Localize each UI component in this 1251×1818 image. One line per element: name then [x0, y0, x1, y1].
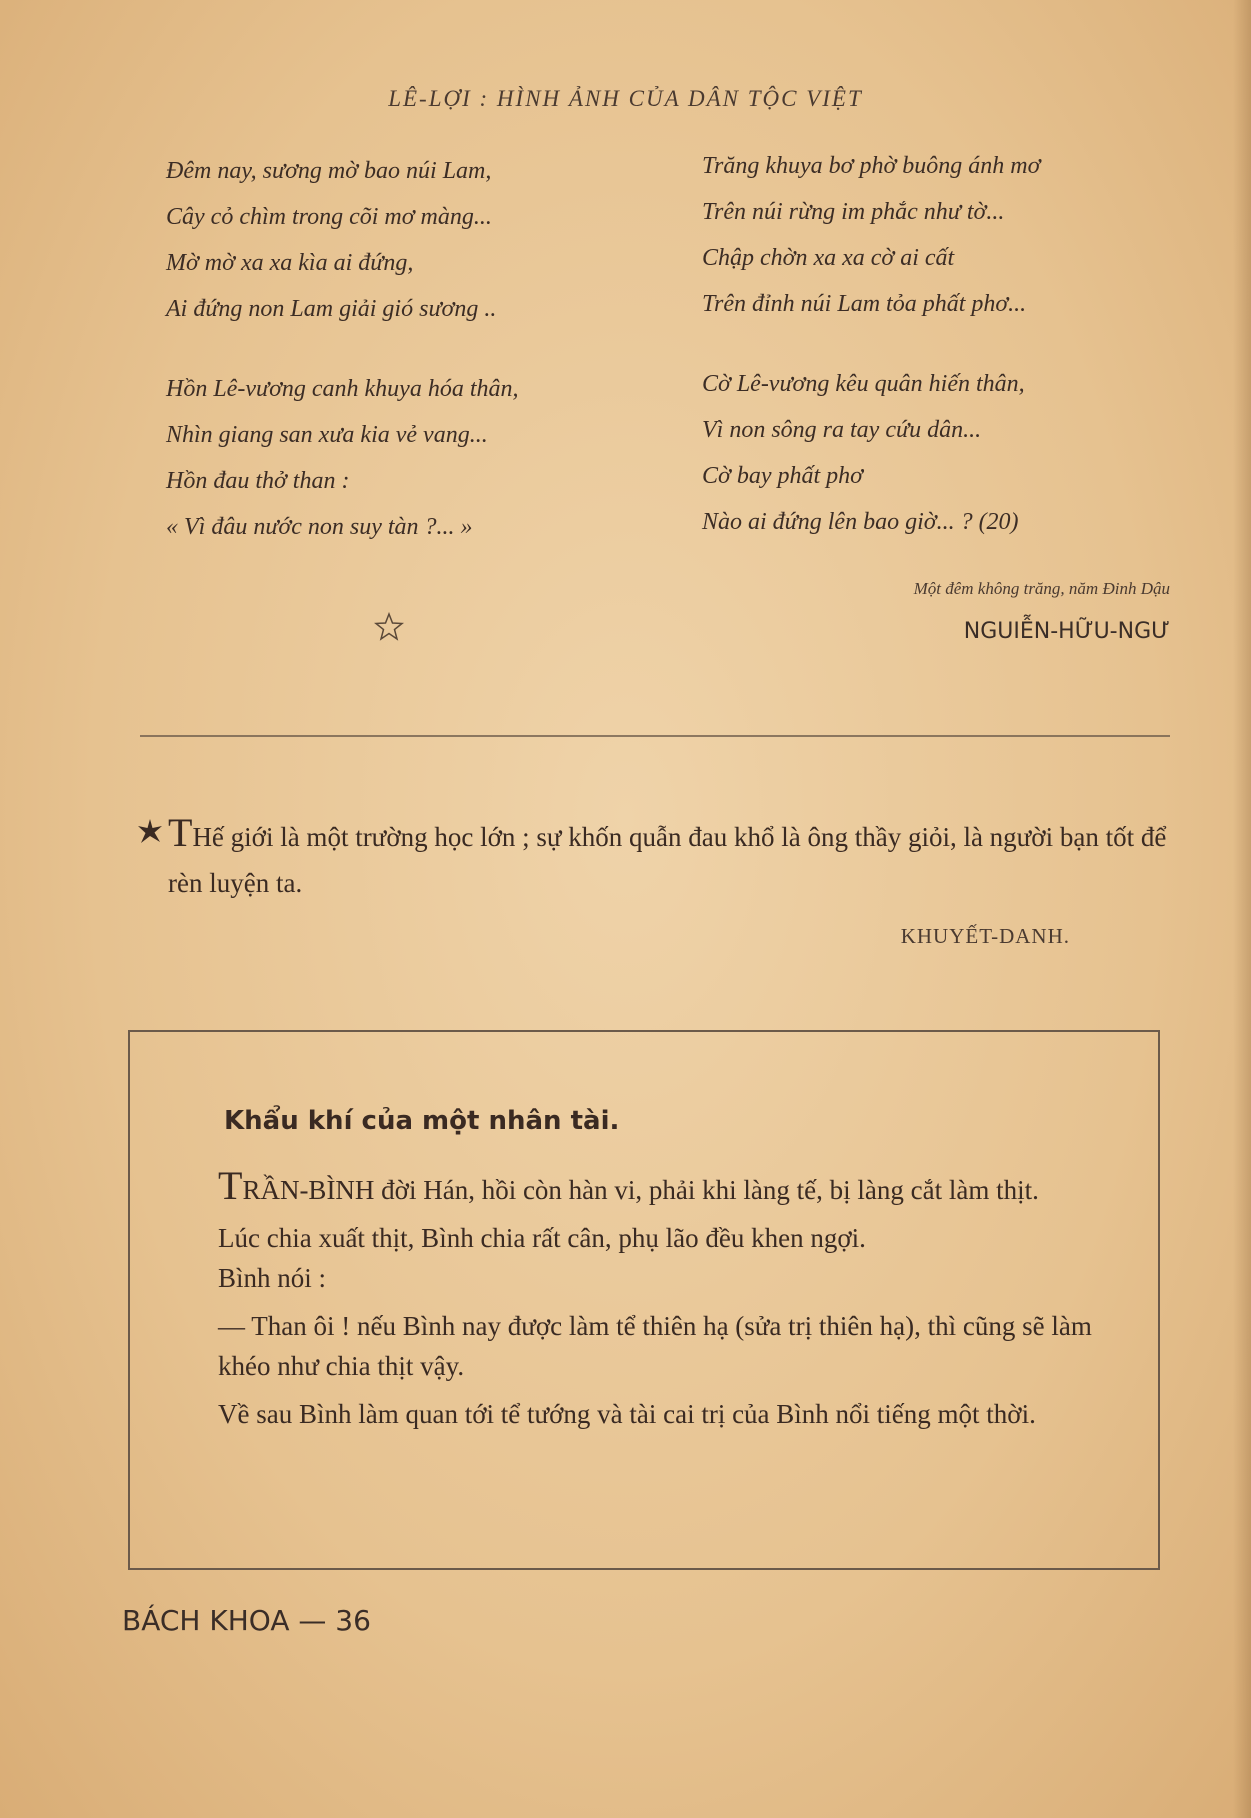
quote-dropcap: T [168, 810, 193, 855]
stanza-gap [166, 332, 646, 366]
story-title: Khẩu khí của một nhân tài. [224, 1106, 620, 1136]
story-dropcap: T [218, 1163, 243, 1208]
quote-block [168, 810, 1168, 906]
story-paragraph [158, 1163, 1133, 1210]
poem-line: Nhìn giang san xưa kia vẻ vang... [166, 422, 488, 448]
poem-author: NGUIỄN-HỮU-NGƯ [963, 619, 1170, 644]
poem-line: Đêm nay, sương mờ bao núi Lam, [166, 158, 492, 184]
poem-line: Nào ai đứng lên bao giờ... ? (20) [702, 509, 1019, 535]
stanza-gap [702, 327, 1182, 361]
poem-line: Trên đỉnh núi Lam tỏa phất phơ... [702, 291, 1027, 317]
story-paragraph: Về sau Bình làm quan tới tể tướng và tài cai trị của Bình nổi tiếng một thời. [218, 1399, 1036, 1429]
poem-line: Vì non sông ra tay cứu dân... [702, 417, 982, 443]
poem-line: Cây cỏ chìm trong cõi mơ màng... [166, 204, 492, 230]
story-paragraph: Bình nói : [218, 1263, 327, 1293]
story-body [158, 1163, 1133, 1434]
poem-line: Trên núi rừng im phắc như tờ... [702, 199, 1005, 225]
section-divider [140, 735, 1170, 737]
poem-date: Một đêm không trăng, năm Đinh Dậu [913, 579, 1170, 598]
poem-line: Trăng khuya bơ phờ buông ánh mơ [702, 153, 1041, 179]
page-footer: BÁCH KHOA — 36 [122, 1604, 371, 1637]
quote-author: KHUYẾT-DANH. [900, 924, 1070, 948]
poem-line: Ai đứng non Lam giải gió sương .. [166, 296, 497, 322]
poem-line: Hồn đau thở than : [166, 468, 350, 494]
poem-line: Cờ bay phất phơ [702, 463, 863, 489]
story-text: RẦN-BÌNH đời Hán, hồi còn hàn vi, phải khi làng tế, bị làng cắt làm thịt. [242, 1175, 1039, 1205]
quote-text: Hế giới là một trường học lớn ; sự khốn quẫn đau khổ là ông thầy giỏi, là người bạn tốt để rèn luyện ta. [168, 822, 1167, 898]
poem-line: Cờ Lê-vương kêu quân hiến thân, [702, 371, 1025, 397]
story-paragraph: — Than ôi ! nếu Bình nay được làm tể thiên hạ (sửa trị thiên hạ), thì cũng sẽ làm khéo như chia thịt vậy. [218, 1311, 1092, 1381]
page-edge-shadow [1233, 0, 1251, 1818]
poem-left-column [166, 148, 646, 550]
paragraph-gap [158, 1210, 1133, 1218]
poem-line: Mờ mờ xa xa kìa ai đứng, [166, 250, 414, 276]
story-paragraph: Lúc chia xuất thịt, Bình chia rất cân, phụ lão đều khen ngợi. [218, 1223, 866, 1253]
paragraph-gap [158, 1386, 1133, 1394]
poem-line: Hồn Lê-vương canh khuya hóa thân, [166, 376, 519, 402]
page-header: LÊ-LỢI : HÌNH ẢNH CỦA DÂN TỘC VIỆT [388, 86, 863, 111]
paragraph-gap [158, 1298, 1133, 1306]
poem-line: Chập chờn xa xa cờ ai cất [702, 245, 955, 271]
poem-right-column [702, 143, 1182, 545]
star-outline-icon [374, 612, 404, 642]
asterisk-star-icon [136, 818, 164, 846]
poem-line: « Vì đâu nước non suy tàn ?... » [166, 514, 473, 540]
